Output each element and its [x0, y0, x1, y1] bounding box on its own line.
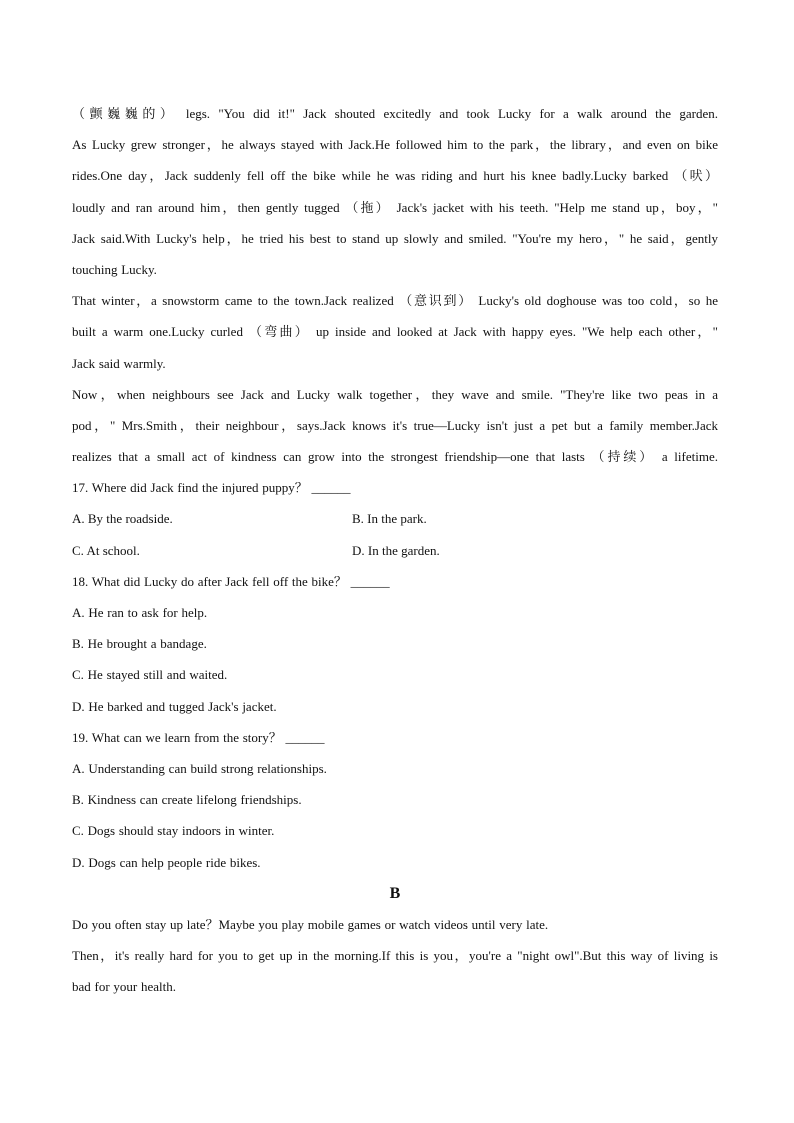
- option-d: D. He barked and tugged Jack's jacket.: [72, 698, 277, 714]
- passage-line: pod，" Mrs.Smith，their neighbour，says.Jack knows it's true—Lucky isn't just a pet but a family member.Jack: [72, 417, 718, 433]
- question-text: 19. What can we learn from the story？ ______: [72, 729, 325, 745]
- passage-line: built a warm one.Lucky curled （弯曲） up inside and looked at Jack with happy eyes. "We help each other，": [72, 324, 718, 340]
- passage-line: realizes that a small act of kindness can grow into the strongest friendship—one that lasts （持续） a lifetime.: [72, 449, 718, 465]
- passage-line: loudly and ran around him，then gently tugged （拖） Jack's jacket with his teeth. "Help me stand up，boy，": [72, 199, 718, 215]
- question-text: 17. Where did Jack find the injured puppy？ ______: [72, 480, 351, 496]
- passage-line: bad for your health.: [72, 979, 177, 995]
- option-b: B. Kindness can create lifelong friendships.: [72, 792, 302, 808]
- question-17: [72, 472, 718, 566]
- option-c: C. Dogs should stay indoors in winter.: [72, 823, 275, 839]
- passage-line: Do you often stay up late？Maybe you play mobile games or watch videos until very late.: [72, 916, 549, 932]
- option-b: B. In the park.: [352, 511, 427, 527]
- passage-line: Now，when neighbours see Jack and Lucky walk together，they wave and smile. "They're like two peas in a: [72, 386, 718, 402]
- option-c: C. He stayed still and waited.: [72, 667, 228, 683]
- passage-b: [72, 909, 718, 1003]
- option-d: D. In the garden.: [352, 542, 440, 558]
- passage-line: Jack said warmly.: [72, 355, 166, 371]
- question-18: [72, 566, 718, 722]
- section-title: B: [389, 884, 401, 902]
- option-b: B. He brought a bandage.: [72, 636, 207, 652]
- passage-line: （颤巍巍的） legs. "You did it!" Jack shouted excitedly and took Lucky for a walk around the garden.: [72, 106, 718, 121]
- passage-line: That winter，a snowstorm came to the town.Jack realized （意识到） Lucky's old doghouse was too cold，so he: [72, 293, 718, 309]
- passage-a: [72, 98, 718, 472]
- passage-line: Then，it's really hard for you to get up in the morning.If this is you，you're a "night owl".But this way of living is: [72, 948, 718, 964]
- option-a: A. By the roadside.: [72, 511, 173, 527]
- option-a: A. Understanding can build strong relationships.: [72, 760, 327, 776]
- document-page: [72, 98, 718, 1002]
- question-19: [72, 722, 718, 878]
- passage-line: rides.One day，Jack suddenly fell off the bike while he was riding and hurt his knee badly.Lucky barked （吠）: [72, 168, 718, 184]
- option-row: [72, 503, 718, 534]
- option-a: A. He ran to ask for help.: [72, 605, 208, 620]
- passage-line: As Lucky grew stronger，he always stayed with Jack.He followed him to the park，the library，and even on bike: [72, 137, 718, 153]
- option-c: C. At school.: [72, 542, 140, 558]
- passage-line: Jack said.With Lucky's help，he tried his best to stand up slowly and smiled. "You're my hero，" he said，gently: [72, 230, 718, 246]
- question-text: 18. What did Lucky do after Jack fell off the bike？ ______: [72, 573, 390, 589]
- option-d: D. Dogs can help people ride bikes.: [72, 854, 261, 870]
- option-row: [72, 535, 718, 566]
- passage-line: touching Lucky.: [72, 261, 157, 277]
